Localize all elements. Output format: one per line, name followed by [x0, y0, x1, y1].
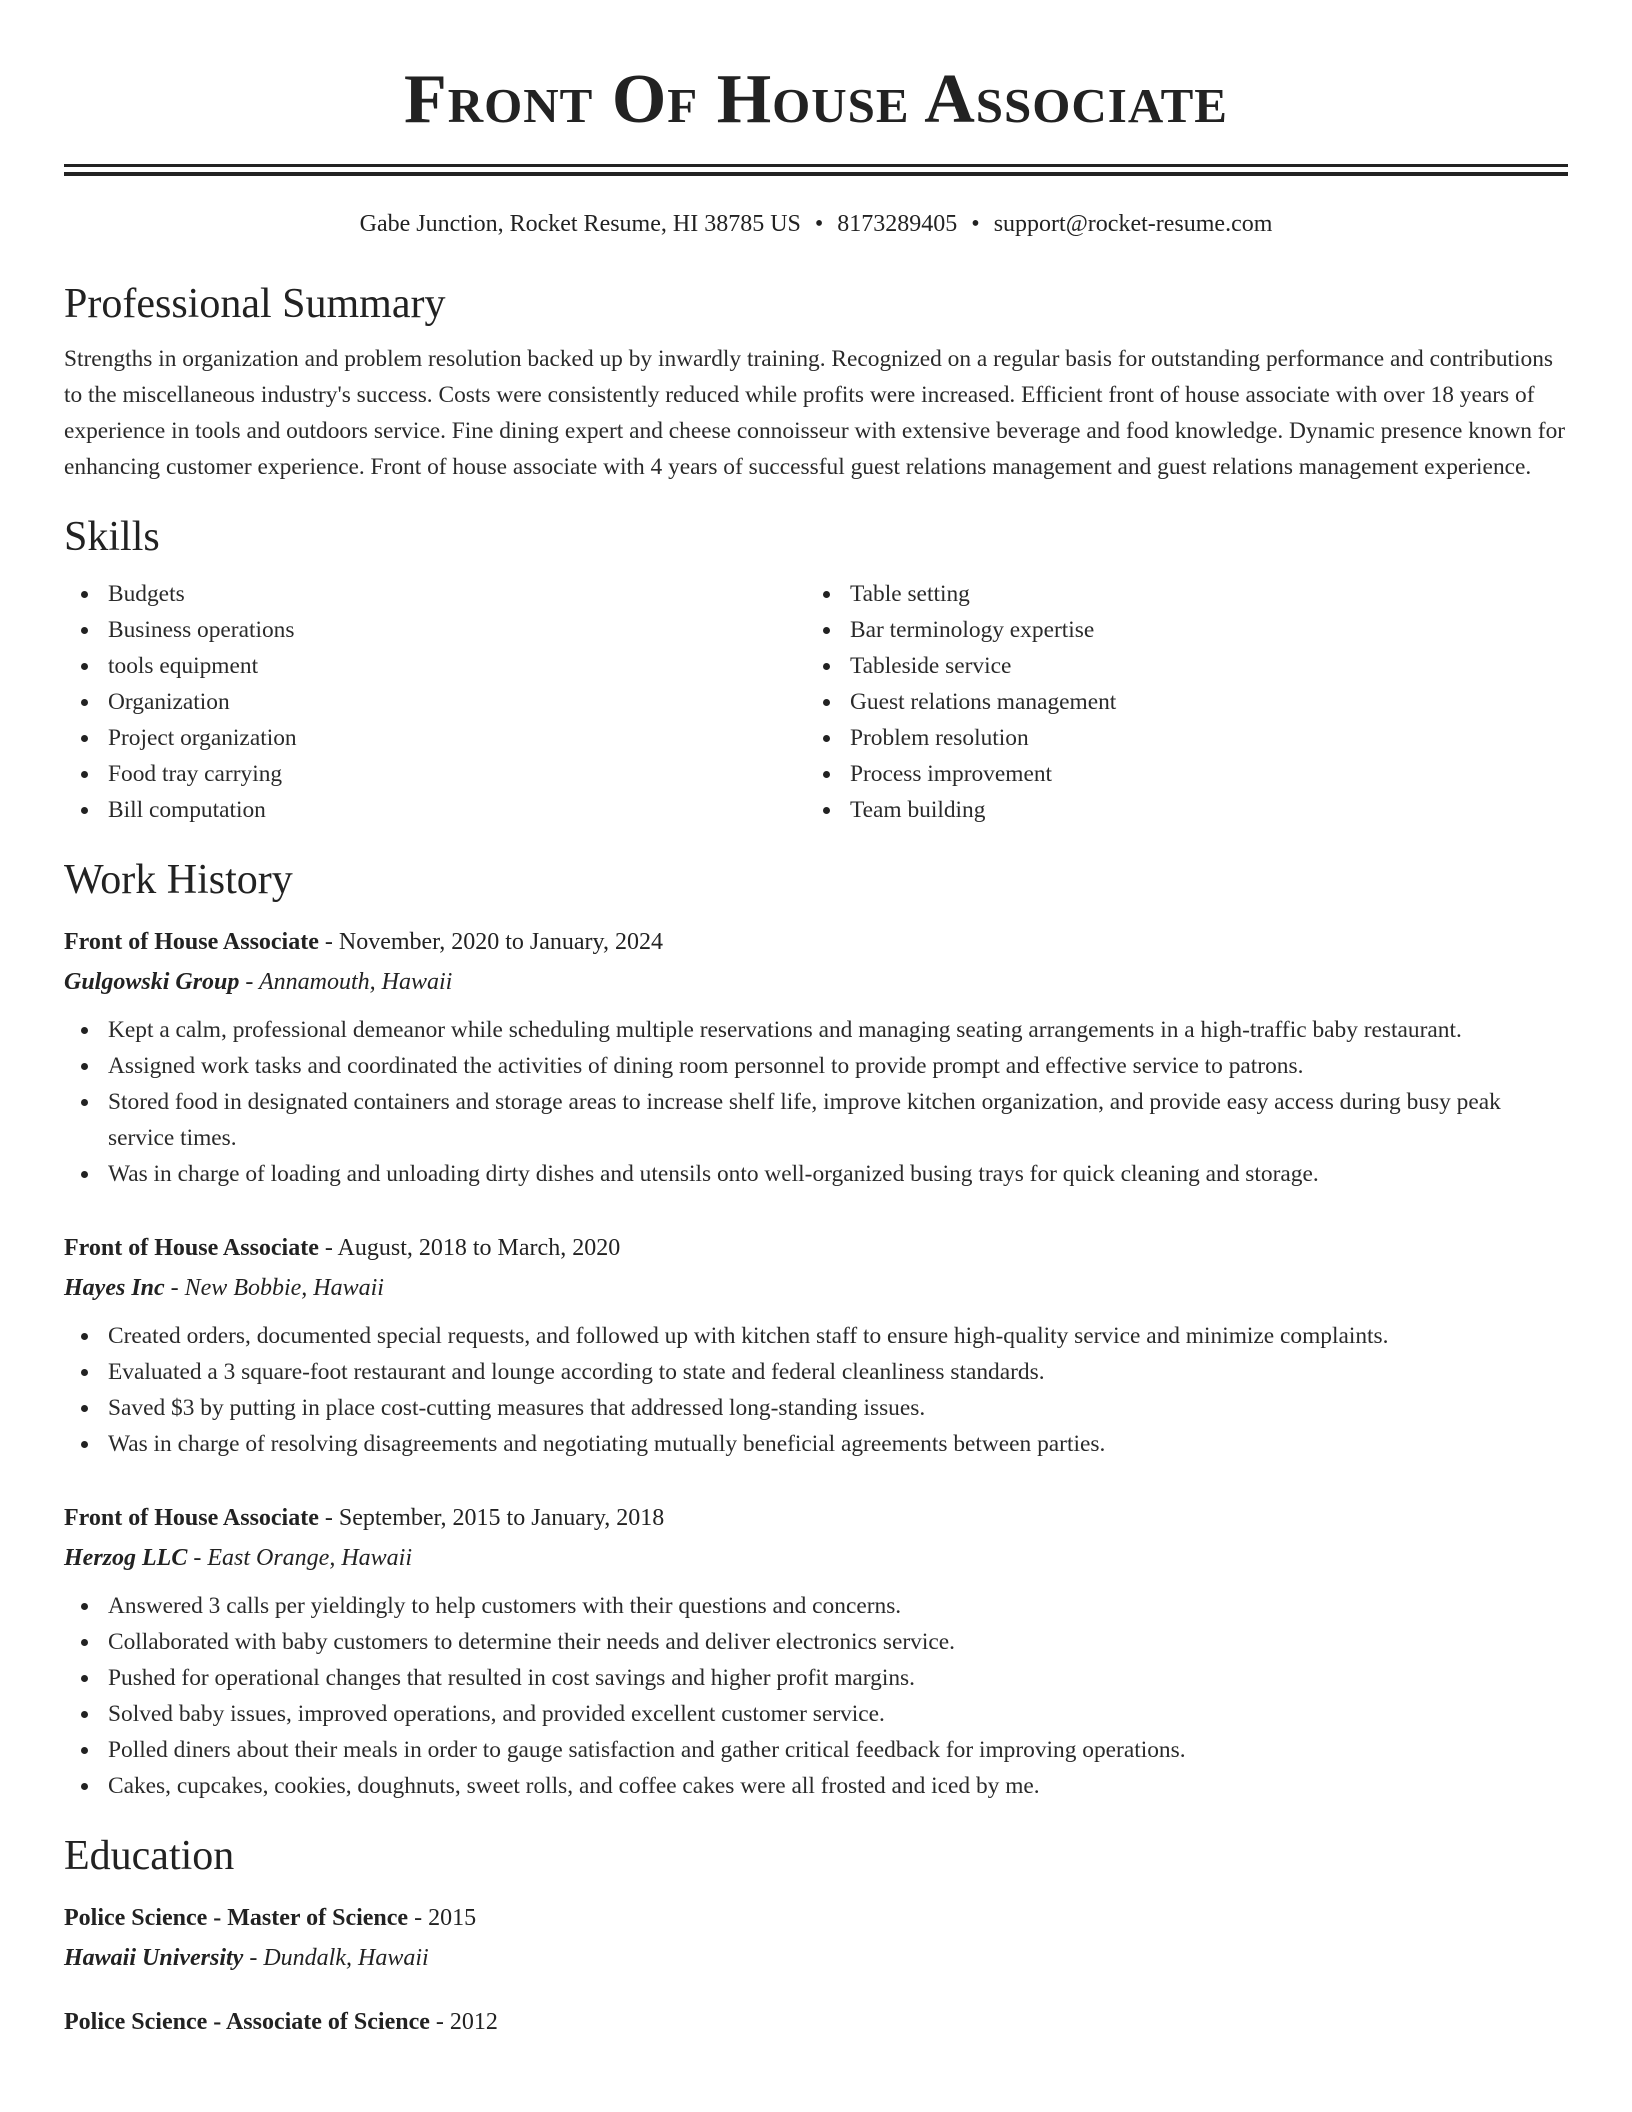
employer-name: Gulgowski Group — [64, 969, 240, 995]
degree-line — [64, 2002, 1568, 2042]
skills-list-right — [806, 576, 1568, 828]
job-title: Front of House Associate — [64, 1505, 319, 1531]
job-bullet: Was in charge of resolving disagreements and negotiating mutually beneficial agreements between parties. — [108, 1426, 1568, 1462]
job-bullet: Answered 3 calls per yieldingly to help customers with their questions and concerns. — [108, 1588, 1568, 1624]
job-bullet: Kept a calm, professional demeanor while scheduling multiple reservations and managing seating arrangements in a high-traffic baby restaurant. — [108, 1012, 1568, 1048]
job-dates: - September, 2015 to January, 2018 — [318, 1505, 665, 1531]
employer-line — [64, 1538, 1568, 1578]
school-line — [64, 1938, 1568, 1978]
title-rule-bottom — [64, 172, 1568, 176]
skills-list-left — [64, 576, 806, 828]
skill-item: Team building — [850, 792, 1568, 828]
degree-name: Police Science - Associate of Science — [64, 2009, 430, 2035]
job-bullet: Collaborated with baby customers to determine their needs and deliver electronics service. — [108, 1624, 1568, 1660]
employer-line — [64, 1268, 1568, 1308]
skill-item: Organization — [108, 684, 806, 720]
skill-item: Bar terminology expertise — [850, 612, 1568, 648]
contact-phone: 8173289405 — [837, 211, 958, 237]
summary-text: Strengths in organization and problem resolution backed up by inwardly training. Recognized on a regular basis for outstanding performance and contributions to the miscellaneous industry's success. Costs were consistently reduced while profits were increased. Efficient front of house associate with over 18 years of experience in tools and outdoors service. Fine dining expert and cheese connoisseur with extensive beverage and food knowledge. Dynamic presence known for enhancing customer experience. Front of house associate with 4 years of successful guest relations management and guest relations management experience. — [64, 346, 1566, 480]
job-dates: - August, 2018 to March, 2020 — [318, 1235, 621, 1261]
contact-separator: • — [814, 211, 824, 237]
skills-columns — [64, 576, 1568, 828]
job-entry — [64, 1228, 1568, 1462]
employer-name: Herzog LLC — [64, 1545, 188, 1571]
job-bullet: Pushed for operational changes that resulted in cost savings and higher profit margins. — [108, 1660, 1568, 1696]
skill-item: Tableside service — [850, 648, 1568, 684]
job-entry — [64, 1498, 1568, 1804]
employer-name: Hayes Inc — [64, 1275, 165, 1301]
job-bullet: Solved baby issues, improved operations, and provided excellent customer service. — [108, 1696, 1568, 1732]
job-bullet: Cakes, cupcakes, cookies, doughnuts, sweet rolls, and coffee cakes were all frosted and iced by me. — [108, 1768, 1568, 1804]
job-entry — [64, 922, 1568, 1192]
skill-item: Process improvement — [850, 756, 1568, 792]
job-dates: - November, 2020 to January, 2024 — [318, 929, 663, 955]
job-bullet: Stored food in designated containers and storage areas to increase shelf life, improve kitchen organization, and provide easy access during busy peak service times. — [108, 1084, 1568, 1156]
job-title-line — [64, 1498, 1568, 1538]
skill-item: Bill computation — [108, 792, 806, 828]
job-bullet: Assigned work tasks and coordinated the activities of dining room personnel to provide prompt and effective service to patrons. — [108, 1048, 1568, 1084]
skills-heading: Skills — [64, 514, 160, 560]
degree-year: - 2012 — [429, 2009, 498, 2035]
job-bullet: Was in charge of loading and unloading dirty dishes and utensils onto well-organized busing trays for quick cleaning and storage. — [108, 1156, 1568, 1192]
skill-item: Food tray carrying — [108, 756, 806, 792]
summary-heading: Professional Summary — [64, 281, 446, 327]
employer-location: - Annamouth, Hawaii — [239, 969, 453, 995]
job-bullet: Evaluated a 3 square-foot restaurant and lounge according to state and federal cleanliness standards. — [108, 1354, 1568, 1390]
education-heading: Education — [64, 1833, 235, 1879]
job-title: Front of House Associate — [64, 929, 319, 955]
contact-line — [64, 209, 1568, 239]
resume-title: Front Of House Associate — [404, 61, 1228, 138]
school-location: - Dundalk, Hawaii — [243, 1945, 429, 1971]
job-title-line — [64, 922, 1568, 962]
job-title: Front of House Associate — [64, 1235, 319, 1261]
school-name: Hawaii University — [64, 1945, 244, 1971]
contact-separator: • — [971, 211, 980, 237]
skill-item: Problem resolution — [850, 720, 1568, 756]
resume-page — [64, 0, 1568, 2042]
job-bullets — [64, 1318, 1568, 1462]
employer-location: - East Orange, Hawaii — [187, 1545, 412, 1571]
title-rule-top — [64, 164, 1568, 167]
education-entry — [64, 1898, 1568, 1978]
employer-line — [64, 962, 1568, 1002]
skill-item: tools equipment — [108, 648, 806, 684]
job-bullet: Polled diners about their meals in order to gauge satisfaction and gather critical feedback for improving operations. — [108, 1732, 1568, 1768]
degree-year: - 2015 — [408, 1905, 477, 1931]
job-bullets — [64, 1588, 1568, 1804]
education-entry — [64, 2002, 1568, 2042]
skill-item: Project organization — [108, 720, 806, 756]
degree-line — [64, 1898, 1568, 1938]
employer-location: - New Bobbie, Hawaii — [164, 1275, 384, 1301]
degree-name: Police Science - Master of Science — [64, 1905, 409, 1931]
skill-item: Budgets — [108, 576, 806, 612]
skill-item: Guest relations management — [850, 684, 1568, 720]
contact-email: support@rocket-resume.com — [993, 211, 1273, 237]
contact-address: Gabe Junction, Rocket Resume, HI 38785 US — [359, 211, 801, 237]
job-bullets — [64, 1012, 1568, 1192]
job-bullet: Created orders, documented special requests, and followed up with kitchen staff to ensure high-quality service and minimize complaints. — [108, 1318, 1568, 1354]
skill-item: Table setting — [850, 576, 1568, 612]
skill-item: Business operations — [108, 612, 806, 648]
work-history-heading: Work History — [64, 857, 293, 903]
job-bullet: Saved $3 by putting in place cost-cutting measures that addressed long-standing issues. — [108, 1390, 1568, 1426]
job-title-line — [64, 1228, 1568, 1268]
